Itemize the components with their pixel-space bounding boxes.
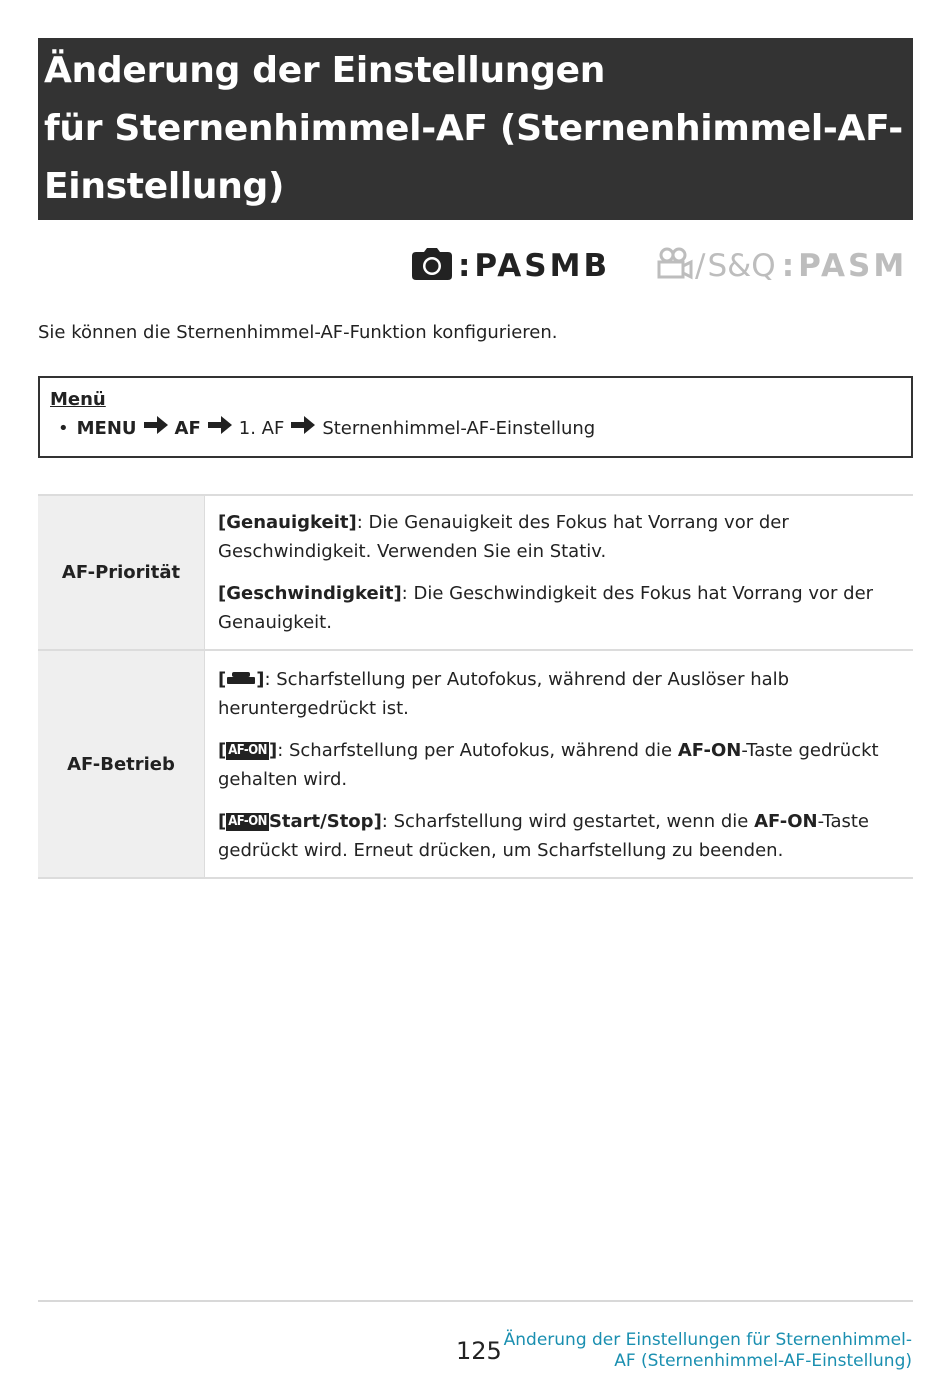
menu-box xyxy=(38,376,913,458)
settings-table xyxy=(38,494,913,879)
footer-divider xyxy=(38,1300,913,1302)
movie-slash: / xyxy=(695,248,706,284)
option-description: [ ]: Scharfstellung per Autofokus, während der Auslöser halb heruntergedrückt ist. xyxy=(218,664,901,723)
movie-camera-icon xyxy=(657,247,693,285)
menu-path-step: Sternenhimmel-AF-Einstellung xyxy=(322,418,596,439)
menu-path xyxy=(50,414,901,444)
footer-section-link[interactable] xyxy=(504,1330,912,1372)
page-title xyxy=(38,38,913,220)
option-description: [Geschwindigkeit]: Die Geschwindigkeit des Fokus hat Vorrang vor der Genauigkeit. xyxy=(218,583,874,633)
half-press-shutter-icon xyxy=(226,664,256,676)
menu-path-step: 1. AF xyxy=(238,418,285,439)
bullet: • xyxy=(58,418,69,439)
page-title-line-3: Einstellung) xyxy=(44,166,285,207)
table-row xyxy=(38,495,913,650)
sq-label: S&Q xyxy=(707,248,776,284)
footer-link-line-2[interactable]: AF (Sternenhimmel-AF-Einstellung) xyxy=(614,1351,912,1371)
row-label: AF-Betrieb xyxy=(38,650,205,878)
af-on-badge: AF-ON xyxy=(228,742,267,758)
movie-modes xyxy=(657,246,907,286)
movie-mode-letters: PASM xyxy=(798,248,908,284)
row-description xyxy=(205,495,914,650)
arrow-right-icon xyxy=(291,414,315,444)
menu-path-step: AF xyxy=(174,418,201,439)
option-name: Start/Stop xyxy=(268,810,374,832)
page-number: 125 xyxy=(456,1337,502,1365)
photo-mode-letters: PASMB xyxy=(474,248,611,284)
arrow-right-icon xyxy=(208,414,232,444)
camera-icon xyxy=(412,248,452,284)
intro-text: Sie können die Sternenhimmel-AF-Funktion konfigurieren. xyxy=(38,322,558,343)
movie-mode-separator: : xyxy=(781,248,795,284)
option-description: [Genauigkeit]: Die Genauigkeit des Fokus hat Vorrang vor der Geschwindigkeit. Verwenden Sie ein Stativ. xyxy=(218,512,789,562)
af-on-badge: AF-ON xyxy=(228,813,267,829)
af-on-button-name: AF-ON xyxy=(754,810,818,832)
page-title-line-2: für Sternenhimmel-AF (Sternenhimmel-AF- xyxy=(44,108,903,149)
page-title-line-1: Änderung der Einstellungen xyxy=(44,50,606,91)
option-description: [ AF-ON ]: Scharfstellung per Autofokus, während die AF-ON-Taste gedrückt gehalten wird. xyxy=(218,739,879,790)
row-label: AF-Priorität xyxy=(38,495,205,650)
menu-path-step: MENU xyxy=(76,418,137,439)
af-on-button-name: AF-ON xyxy=(677,739,742,761)
photo-modes xyxy=(412,246,610,286)
arrow-right-icon xyxy=(144,414,168,444)
row-description xyxy=(205,650,914,878)
option-description: [ AF-ON Start/Stop]: Scharfstellung wird gestartet, wenn die AF-ON-Taste gedrückt wird. Erneut drücken, um Scharfstellung zu beenden. xyxy=(218,810,869,861)
photo-mode-separator: : xyxy=(458,248,471,284)
footer-link-line-1[interactable]: Änderung der Einstellungen für Sternenhimmel- xyxy=(503,1330,912,1350)
table-row xyxy=(38,650,913,878)
menu-heading: Menü xyxy=(50,389,106,410)
shooting-modes xyxy=(412,246,912,286)
option-name: Geschwindigkeit xyxy=(226,583,394,604)
option-name: Genauigkeit xyxy=(226,512,349,533)
